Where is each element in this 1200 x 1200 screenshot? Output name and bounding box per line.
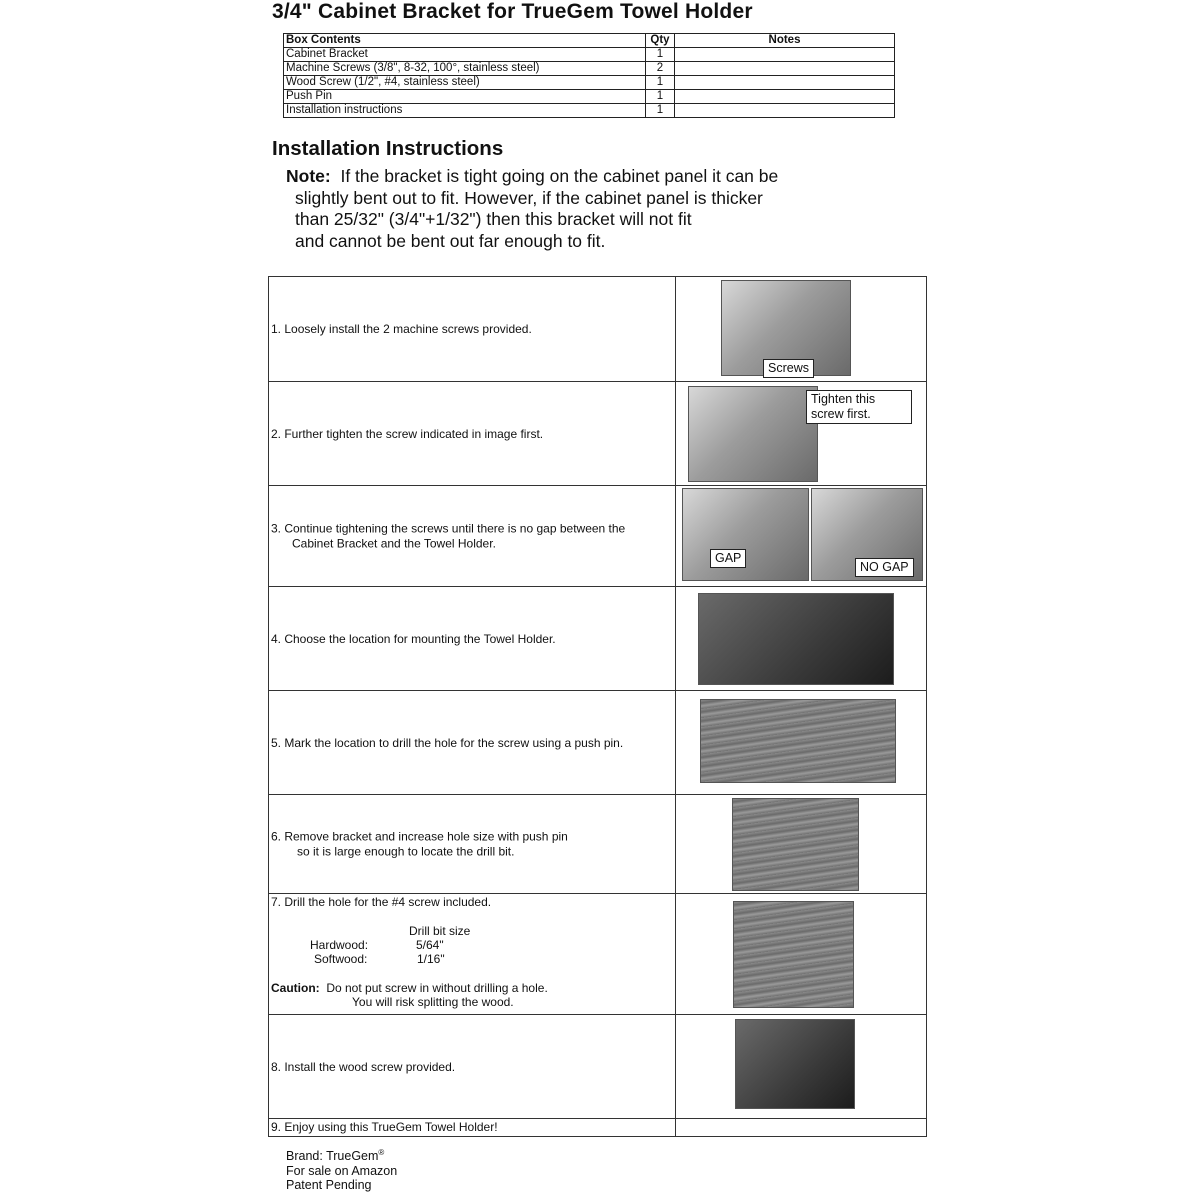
note-text-1: If the bracket is tight going on the cabinet panel it can be (340, 166, 779, 186)
bracket-tighten-photo (688, 386, 818, 482)
table-row (284, 76, 895, 90)
step-image-cell (676, 691, 926, 794)
step-text-cell (269, 277, 676, 381)
step-row-8 (269, 1014, 926, 1118)
step-3-line-2: Cabinet Bracket and the Towel Holder. (292, 536, 496, 550)
hardwood-value: 5/64" (416, 938, 444, 952)
enlarge-hole-photo (732, 798, 859, 891)
note-line-3: than 25/32" (3/4"+1/32") then this bracket will not fit (295, 209, 692, 229)
step-3-text (271, 522, 671, 551)
note-label: Note: (286, 166, 331, 186)
step-text-cell (269, 587, 676, 690)
step-6-line-1: 6. Remove bracket and increase hole size with push pin (271, 829, 568, 844)
table-row (284, 62, 895, 76)
caution-text-1: Do not put screw in without drilling a hole. (326, 981, 548, 995)
notes-cell (675, 48, 895, 62)
step-row-7 (269, 893, 926, 1014)
step-image-cell (676, 1015, 926, 1118)
step-6-text (271, 830, 671, 859)
step-row-9 (269, 1118, 926, 1136)
item-cell: Push Pin (284, 90, 646, 104)
step-2-text: 2. Further tighten the screw indicated in image first. (271, 426, 544, 441)
push-pin-mark-photo (700, 699, 896, 783)
steps-table (268, 276, 927, 1137)
step-text-cell (269, 691, 676, 794)
step-image-cell (676, 795, 926, 893)
header-notes: Notes (675, 34, 895, 48)
table-row (284, 48, 895, 62)
notes-cell (675, 62, 895, 76)
note-line-4: and cannot be bent out far enough to fit. (295, 230, 606, 251)
softwood-label: Softwood: (314, 952, 368, 966)
footer-brand (286, 1146, 397, 1164)
instructions-heading: Installation Instructions (272, 137, 504, 160)
drill-bit-header: Drill bit size (409, 924, 471, 938)
step-1-text: 1. Loosely install the 2 machine screws provided. (271, 321, 532, 336)
step-text-cell (269, 486, 676, 586)
item-cell: Installation instructions (284, 104, 646, 118)
step-text-cell (269, 1015, 676, 1118)
caution-line-2: You will risk splitting the wood. (352, 995, 514, 1009)
caution-line-1 (271, 981, 548, 996)
qty-cell: 1 (646, 48, 675, 62)
callout-tighten: Tighten this screw first. (806, 390, 912, 424)
note-line-2: slightly bent out to fit. However, if the cabinet panel is thicker (295, 187, 763, 208)
step-image-cell (676, 486, 926, 586)
item-cell: Wood Screw (1/2", #4, stainless steel) (284, 76, 646, 90)
note-line-1 (286, 166, 886, 188)
table-header-row (284, 34, 895, 48)
step-6-line-2: so it is large enough to locate the drill bit. (297, 844, 515, 858)
item-cell: Machine Screws (3/8", 8-32, 100°, stainless steel) (284, 62, 646, 76)
item-cell: Cabinet Bracket (284, 48, 646, 62)
header-box-contents: Box Contents (284, 34, 646, 48)
softwood-value: 1/16" (417, 952, 445, 966)
drill-hole-photo (733, 901, 854, 1008)
step-row-3 (269, 485, 926, 586)
callout-no-gap: NO GAP (855, 558, 914, 577)
step-row-5 (269, 690, 926, 794)
step-5-text: 5. Mark the location to drill the hole for the screw using a push pin. (271, 735, 624, 750)
step-image-cell (676, 894, 926, 1014)
document-title: 3/4" Cabinet Bracket for TrueGem Towel Holder (272, 0, 753, 23)
step-8-text: 8. Install the wood screw provided. (271, 1059, 456, 1074)
box-contents-table (283, 33, 895, 118)
header-qty: Qty (646, 34, 675, 48)
step-text-cell (269, 894, 676, 1014)
step-row-6 (269, 794, 926, 893)
footer-amazon: For sale on Amazon (286, 1163, 398, 1178)
wood-screw-installed-photo (735, 1019, 855, 1109)
footer (286, 1146, 397, 1193)
qty-cell: 2 (646, 62, 675, 76)
qty-cell: 1 (646, 104, 675, 118)
note-block (286, 166, 886, 252)
footer-patent: Patent Pending (286, 1178, 372, 1193)
step-image-cell (676, 587, 926, 690)
brand-label: Brand: TrueGem (286, 1149, 379, 1164)
step-image-cell (676, 382, 926, 485)
qty-cell: 1 (646, 90, 675, 104)
table-row (284, 90, 895, 104)
notes-cell (675, 104, 895, 118)
notes-cell (675, 76, 895, 90)
step-7-text: 7. Drill the hole for the #4 screw included. (271, 895, 492, 909)
step-row-4 (269, 586, 926, 690)
step-image-cell (676, 277, 926, 381)
step-row-2 (269, 381, 926, 485)
mounting-location-photo (698, 593, 894, 685)
registered-mark: ® (378, 1148, 385, 1157)
step-row-1 (269, 277, 926, 381)
callout-gap: GAP (710, 549, 746, 568)
step-9-text: 9. Enjoy using this TrueGem Towel Holder! (271, 1120, 498, 1134)
step-3-line-1: 3. Continue tightening the screws until there is no gap between the (271, 521, 626, 536)
step-4-text: 4. Choose the location for mounting the Towel Holder. (271, 631, 556, 646)
step-text-cell (269, 795, 676, 893)
qty-cell: 1 (646, 76, 675, 90)
notes-cell (675, 90, 895, 104)
step-image-cell (676, 1119, 926, 1136)
table-row (284, 104, 895, 118)
step-text-cell (269, 1119, 676, 1136)
callout-screws: Screws (763, 359, 814, 378)
hardwood-label: Hardwood: (310, 938, 369, 952)
step-text-cell (269, 382, 676, 485)
caution-label: Caution: (271, 981, 320, 995)
